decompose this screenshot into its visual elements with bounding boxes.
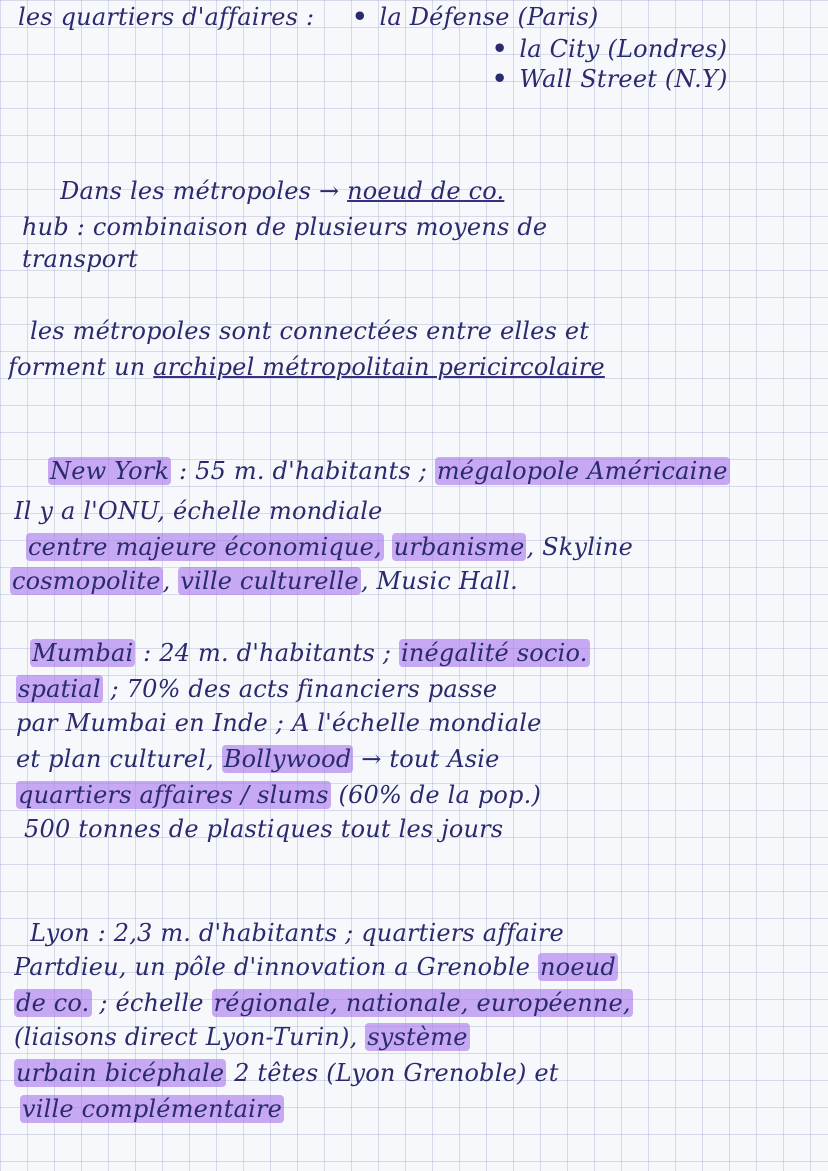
quartiers-label: les quartiers d'affaires : bbox=[18, 3, 315, 31]
highlighted-term: mégalopole Américaine bbox=[436, 457, 728, 485]
highlighted-term: inégalité socio. bbox=[400, 639, 588, 667]
underlined-term: archipel métropolitain pericircolaire bbox=[153, 353, 605, 381]
note-text: Dans les métropoles → bbox=[60, 177, 348, 205]
note-text: Il y a l'ONU, échelle mondiale bbox=[14, 497, 383, 525]
quartier-item: la City (Londres) bbox=[519, 35, 728, 63]
note-text: : 55 m. d'habitants ; bbox=[171, 457, 435, 485]
quartier-line bbox=[492, 64, 822, 94]
note-text: (liaisons direct Lyon-Turin), bbox=[14, 1023, 366, 1051]
quartiers-label-line bbox=[18, 2, 822, 32]
mumbai-line-4 bbox=[16, 744, 822, 774]
mumbai-line-5 bbox=[16, 780, 822, 810]
archipel-line-2 bbox=[8, 352, 822, 382]
lyon-line-2 bbox=[14, 952, 822, 982]
note-text: transport bbox=[22, 245, 138, 273]
note-text: 2 têtes (Lyon Grenoble) et bbox=[226, 1059, 559, 1087]
mumbai-line-3 bbox=[16, 708, 822, 738]
mumbai-line-2 bbox=[16, 674, 822, 704]
note-text: 500 tonnes de plastiques tout les jours bbox=[24, 815, 504, 843]
note-text: forment un bbox=[8, 353, 154, 381]
quartier-item: la Défense (Paris) bbox=[379, 3, 599, 31]
highlighted-term: Bollywood bbox=[223, 745, 352, 773]
metropoles-line-3 bbox=[22, 244, 822, 274]
quartier-line bbox=[492, 34, 822, 64]
highlighted-term: Mumbai bbox=[32, 639, 134, 667]
note-text: les métropoles sont connectées entre elles et bbox=[30, 317, 590, 345]
highlighted-term: ville culturelle bbox=[180, 567, 359, 595]
note-text: ; échelle bbox=[91, 989, 212, 1017]
note-text: → tout Asie bbox=[353, 745, 500, 773]
highlighted-term: de co. bbox=[16, 989, 90, 1017]
metropoles-line-2 bbox=[22, 212, 822, 242]
note-text bbox=[384, 533, 392, 561]
metropoles-line-1 bbox=[60, 176, 822, 206]
highlighted-term: spatial bbox=[18, 675, 101, 703]
note-text: , bbox=[162, 567, 179, 595]
highlighted-term: quartiers affaires / slums bbox=[18, 781, 329, 809]
note-text: Partdieu, un pôle d'innovation a Grenoble bbox=[14, 953, 539, 981]
note-text: hub : combinaison de plusieurs moyens de bbox=[22, 213, 548, 241]
newyork-line-2 bbox=[14, 496, 822, 526]
newyork-line-1 bbox=[48, 456, 822, 486]
note-text: et plan culturel, bbox=[16, 745, 222, 773]
note-text: : 2,3 m. d'habitants ; quartiers affaire bbox=[89, 919, 564, 947]
note-text: ; 70% des acts financiers passe bbox=[102, 675, 498, 703]
highlighted-term: urbain bicéphale bbox=[16, 1059, 225, 1087]
note-text: par Mumbai en Inde ; A l'échelle mondiale bbox=[16, 709, 542, 737]
bullet-icon: • bbox=[492, 34, 508, 63]
highlighted-term: New York bbox=[50, 457, 170, 485]
note-text: Lyon bbox=[30, 919, 90, 947]
lyon-line-4 bbox=[14, 1022, 822, 1052]
lyon-line-1 bbox=[30, 918, 822, 948]
highlighted-term: régionale, nationale, européenne, bbox=[213, 989, 631, 1017]
highlighted-term: système bbox=[367, 1023, 468, 1051]
note-text: (60% de la pop.) bbox=[330, 781, 542, 809]
quartier-item: Wall Street (N.Y) bbox=[519, 65, 728, 93]
note-text: : 24 m. d'habitants ; bbox=[135, 639, 399, 667]
archipel-line-1 bbox=[30, 316, 822, 346]
underlined-term: noeud de co. bbox=[347, 177, 505, 205]
mumbai-line-6 bbox=[24, 814, 822, 844]
mumbai-line-1 bbox=[30, 638, 822, 668]
lyon-line-3 bbox=[14, 988, 822, 1018]
highlighted-term: noeud bbox=[540, 953, 616, 981]
note-text: , Skyline bbox=[526, 533, 634, 561]
lyon-line-6 bbox=[20, 1094, 822, 1124]
newyork-line-4 bbox=[10, 566, 822, 596]
newyork-line-3 bbox=[26, 532, 822, 562]
bullet-icon: • bbox=[492, 64, 508, 93]
lyon-line-5 bbox=[14, 1058, 822, 1088]
bullet-icon: • bbox=[352, 2, 368, 31]
highlighted-term: cosmopolite bbox=[12, 567, 161, 595]
highlighted-term: urbanisme bbox=[393, 533, 525, 561]
highlighted-term: ville complémentaire bbox=[22, 1095, 283, 1123]
note-text: , Music Hall. bbox=[360, 567, 519, 595]
highlighted-term: centre majeure économique, bbox=[28, 533, 382, 561]
